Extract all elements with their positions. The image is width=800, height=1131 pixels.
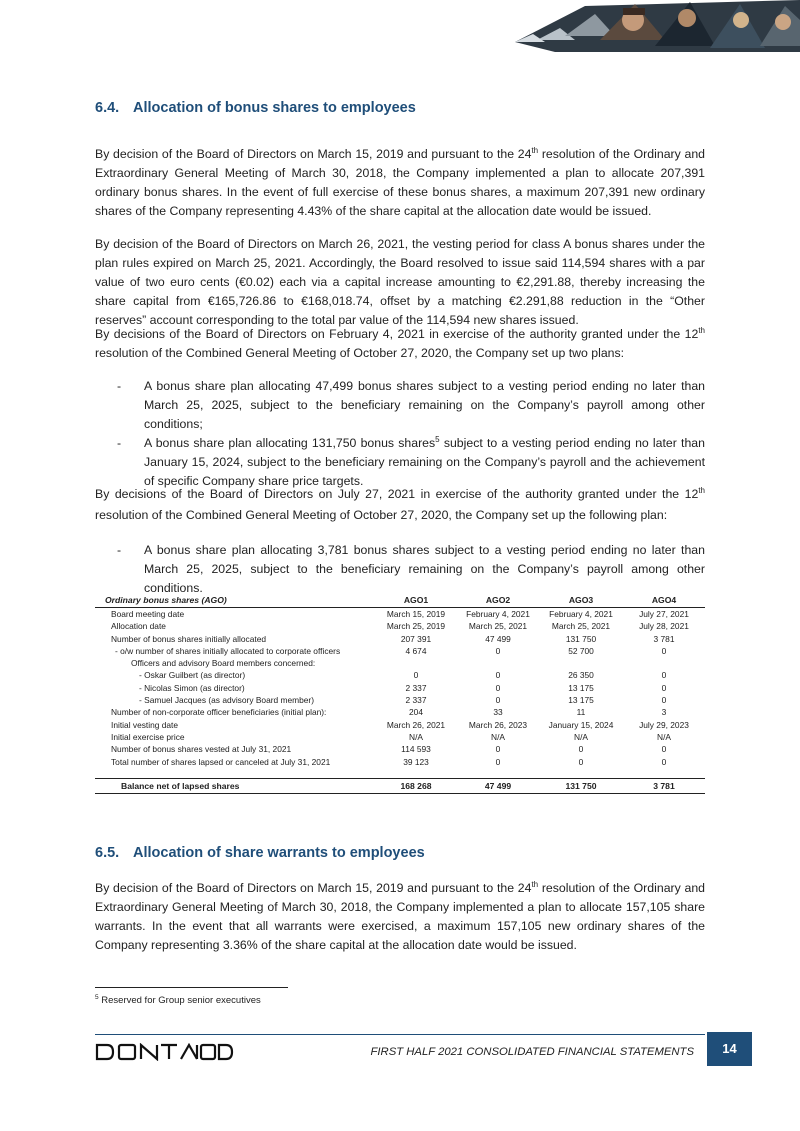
table-row [95, 743, 705, 755]
row-label: Allocation date [111, 621, 166, 632]
paragraph-share-warrants: By decision of the Board of Directors on March 15, 2019 and pursuant to the 24th resolution of the Ordinary and Extraordinary General Meeting of March 30, 2018, the Company implemented a plan to allocate 157,105 share warrants. In the event that all warrants were exercised, a maximum 157,105 new ordinary shares of the Company representing 3.36% of the share capital at the allocation date would be issued. [95, 879, 705, 952]
table-cell: 11 [576, 707, 586, 718]
table-cell: 3 781 [653, 633, 675, 644]
table-cell: 207 391 [400, 633, 432, 644]
table-cell: 131 750 [539, 778, 623, 793]
table-total-row [95, 778, 705, 793]
table-cell: 52 700 [568, 645, 594, 656]
table-cell [539, 657, 623, 669]
footnote-reference: 5 [435, 434, 440, 444]
table-cell: 0 [661, 682, 667, 693]
table-row [95, 756, 705, 768]
table-cell: 0 [578, 744, 584, 755]
table-row [95, 669, 705, 681]
table-cell: 204 [409, 707, 423, 718]
footer-divider [95, 1034, 705, 1035]
row-label: - o/w number of shares initially allocated to corporate officers [115, 645, 341, 656]
table-row [95, 694, 705, 706]
table-header-cell: AGO3 [539, 593, 623, 608]
table-cell: 26 350 [568, 670, 594, 681]
table-cell: 3 [661, 707, 667, 718]
row-label: Number of bonus shares initially allocated [111, 633, 267, 644]
row-label: Initial vesting date [111, 719, 179, 730]
page-number-badge: 14 [707, 1032, 752, 1066]
table-cell: 0 [661, 756, 667, 767]
table-cell: 0 [661, 670, 667, 681]
table-cell: February 4, 2021 [549, 609, 613, 619]
table-cell: February 4, 2021 [466, 609, 530, 619]
header-artwork-banner [515, 0, 800, 52]
list-item: - A bonus share plan allocating 3,781 bonus shares subject to a vesting period ending no later than March 25, 2025, subject to the beneficiary remaining on the Company’s payroll among other conditions. [117, 543, 705, 595]
bullet-list-jul-2021-plan [95, 541, 705, 598]
row-label: - Nicolas Simon (as director) [139, 682, 245, 693]
table-cell: 0 [578, 756, 584, 767]
table-header-row [95, 593, 705, 608]
footnote: $^5$ Reserved for Group senior executives [95, 994, 261, 1007]
footnote-separator [95, 987, 288, 988]
table-cell [457, 657, 539, 669]
dontnod-logo [95, 1043, 235, 1061]
row-label: Total number of shares lapsed or canceled at July 31, 2021 [111, 756, 331, 767]
table-cell: 0 [413, 670, 419, 681]
table-cell: July 29, 2023 [639, 719, 689, 730]
table-cell: 114 593 [401, 744, 431, 755]
bonus-shares-table [95, 593, 705, 794]
table-row [95, 682, 705, 694]
table-cell: 2 337 [405, 695, 427, 706]
table-cell: 0 [495, 645, 501, 656]
table-cell: 39 123 [403, 756, 429, 767]
table-cell: 0 [495, 756, 501, 767]
table-row [95, 633, 705, 645]
row-label: Balance net of lapsed shares [95, 778, 375, 793]
table-cell: July 28, 2021 [639, 621, 689, 632]
table-cell: 33 [493, 707, 503, 718]
table-cell: March 25, 2021 [468, 621, 528, 632]
table-cell: N/A [574, 731, 588, 742]
table-cell: 0 [495, 744, 501, 755]
paragraph-plan-jul-2021: By decisions of the Board of Directors on July 27, 2021 in exercise of the authority granted under the 12th resolution of the Combined General Meeting of October 27, 2020, the Company set up the following plan: [95, 485, 705, 522]
table-row [95, 731, 705, 743]
table-cell: 47 499 [485, 633, 511, 644]
table-cell: 0 [661, 744, 667, 755]
table-row [95, 657, 705, 669]
row-label: Board meeting date [111, 609, 185, 619]
row-label: Number of bonus shares vested at July 31, 2021 [111, 744, 292, 755]
table-header-cell: AGO1 [375, 593, 457, 608]
table-cell: 0 [495, 670, 501, 681]
table-cell: 168 268 [375, 778, 457, 793]
table-cell: 2 337 [405, 682, 427, 693]
table-cell: 0 [661, 645, 667, 656]
table-row [95, 719, 705, 731]
paragraph-plans-feb-2021: By decisions of the Board of Directors on February 4, 2021 in exercise of the authority granted under the 12th resolution of the Combined General Meeting of October 27, 2020, the Company set up two plans: [95, 325, 705, 360]
row-label: Officers and advisory Board members concerned: [131, 658, 316, 669]
table-row [95, 608, 705, 621]
table-cell: 3 781 [623, 778, 705, 793]
table-cell: March 15, 2019 [386, 609, 446, 619]
table-cell: 47 499 [457, 778, 539, 793]
row-label: Number of non-corporate officer beneficiaries (initial plan): [111, 707, 327, 718]
table-row [95, 620, 705, 632]
table-cell: 0 [495, 695, 501, 706]
table-cell: 13 175 [568, 695, 594, 706]
list-item: - A bonus share plan allocating 47,499 bonus shares subject to a vesting period ending no later than March 25, 2025, subject to the beneficiary remaining on the Company’s payroll among other conditions; [117, 379, 705, 431]
paragraph-vesting-2021: By decision of the Board of Directors on March 26, 2021, the vesting period for class A bonus shares under the plan rules expired on March 25, 2021. Accordingly, the Board resolved to issue said 114,594 shares with a par value of two euro cents (€0.02) each via a capital increase amounting to €2,291.88, thereby increasing the share capital from €165,726.86 to €168,018.74, offset by a matching €2.291,88 reduction in the “Other reserves” account corresponding to the total par value of the 114,594 new shares issued. [95, 237, 705, 327]
table-cell: N/A [491, 731, 505, 742]
table-cell: March 26, 2023 [468, 719, 528, 730]
table-cell: N/A [409, 731, 423, 742]
table-cell: 131 750 [565, 633, 597, 644]
table-cell: N/A [657, 731, 671, 742]
list-item: - A bonus share plan allocating 131,750 bonus shares$^5$ subject to a vesting period ending no later than January 15, 2024, subject to the beneficiary remaining on the Company’s payroll and the achievement of specific Company share price targets. [117, 434, 705, 488]
paragraph-bonus-plan-2019: By decision of the Board of Directors on March 15, 2019 and pursuant to the 24th resolution of the Ordinary and Extraordinary General Meeting of March 30, 2018, the Company implemented a plan to allocate 207,391 ordinary bonus shares. In the event of full exercise of these bonus shares, a maximum 207,391 new ordinary shares of the Company representing 4.43% of the share capital at the allocation date would be issued. [95, 145, 705, 218]
table-cell: March 26, 2021 [386, 719, 446, 730]
table-spacer-row [95, 768, 705, 779]
section-heading-6-4: 6.4. Allocation of bonus shares to employees [95, 100, 416, 116]
table-header-cell: AGO4 [623, 593, 705, 608]
table-header-cell: Ordinary bonus shares (AGO) [95, 593, 375, 608]
row-label: - Samuel Jacques (as advisory Board member) [139, 695, 315, 706]
footer-document-title: FIRST HALF 2021 CONSOLIDATED FINANCIAL STATEMENTS [370, 1046, 694, 1058]
table-cell: July 27, 2021 [639, 609, 689, 619]
table-cell [375, 657, 457, 669]
section-heading-6-5: 6.5. Allocation of share warrants to employees [95, 845, 425, 861]
row-label: Initial exercise price [111, 731, 185, 742]
table-cell: March 25, 2021 [551, 621, 611, 632]
table-cell: January 15, 2024 [548, 719, 614, 730]
table-cell: 4 674 [405, 645, 427, 656]
row-label: - Oskar Guilbert (as director) [139, 670, 246, 681]
table-cell: 0 [495, 682, 501, 693]
table-cell: 13 175 [568, 682, 594, 693]
table-cell [623, 657, 705, 669]
table-header-cell: AGO2 [457, 593, 539, 608]
table-cell: 0 [661, 695, 667, 706]
bullet-list-feb-2021-plans [95, 377, 705, 491]
table-row [95, 645, 705, 657]
table-cell: March 25, 2019 [386, 621, 446, 632]
table-row [95, 706, 705, 718]
